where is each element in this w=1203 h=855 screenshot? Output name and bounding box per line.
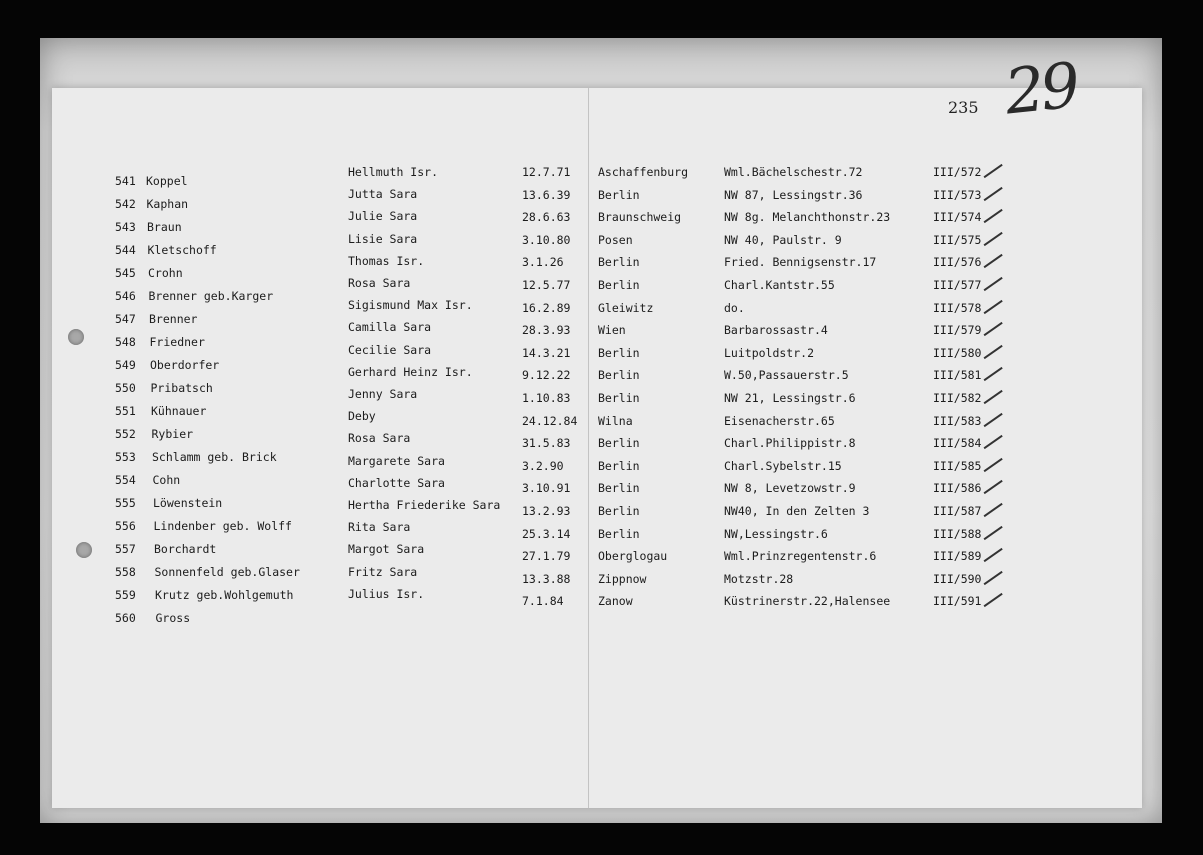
surname: Crohn [148, 266, 183, 280]
surname: Koppel [146, 174, 188, 188]
address: NW40, In den Zelten 3 [724, 504, 870, 518]
birth-date: 24.12.84 [522, 413, 578, 428]
check-mark-icon [980, 187, 1000, 201]
address: Barbarossastr.4 [724, 323, 828, 338]
given-names: Hellmuth Isr. [348, 165, 439, 179]
address: Eisenacherstr.65 [724, 413, 835, 428]
entry-number: 547 [115, 312, 136, 326]
entry-number: 554 [115, 473, 136, 487]
reference-number: III/589 [933, 549, 982, 564]
surname: Kühnauer [151, 404, 207, 418]
reference-number: III/581 [933, 368, 982, 383]
birth-date: 1.10.83 [522, 391, 571, 405]
entry-number: 556 [115, 519, 136, 533]
check-mark-icon [980, 503, 1000, 517]
birth-date: 16.2.89 [522, 300, 571, 315]
birthplace: Oberglogau [598, 549, 668, 564]
birth-date: 9.12.22 [522, 368, 571, 383]
surname: Braun [147, 220, 182, 234]
address: Wml.Prinzregentenstr.6 [724, 549, 877, 564]
birth-date: 25.3.14 [522, 526, 571, 541]
check-mark-icon [980, 277, 1000, 291]
surname: Kletschoff [147, 243, 217, 257]
birth-date: 13.3.88 [522, 571, 571, 586]
birth-date: 13.2.93 [522, 504, 571, 518]
address: Küstrinerstr.22,Halensee [724, 594, 891, 609]
reference-number: III/577 [933, 278, 982, 292]
given-names: Cecilie Sara [348, 342, 432, 357]
address: NW 87, Lessingstr.36 [724, 187, 863, 202]
check-mark-icon [980, 209, 1000, 223]
given-names: Rita Sara [348, 520, 411, 535]
address: do. [724, 300, 745, 315]
birth-date: 7.1.84 [522, 594, 564, 609]
given-names: Margarete Sara [348, 453, 445, 468]
reference-number: III/591 [933, 594, 982, 609]
entry-number: 546 [115, 289, 136, 303]
entry-number: 559 [115, 588, 136, 602]
entry-number: 553 [115, 450, 136, 464]
address: NW,Lessingstr.6 [724, 526, 828, 541]
entry-number: 558 [115, 565, 136, 579]
birth-date: 28.6.63 [522, 210, 571, 225]
given-names: Fritz Sara [348, 564, 418, 579]
given-names: Sigismund Max Isr. [348, 298, 473, 313]
check-mark-icon [980, 413, 1000, 427]
birth-date: 31.5.83 [522, 436, 571, 451]
reference-number: III/573 [933, 187, 982, 202]
birthplace: Zippnow [598, 571, 647, 586]
given-names: Hertha Friederike Sara [348, 498, 501, 512]
surname: Brenner geb.Karger [148, 289, 274, 303]
birthplace: Wien [598, 323, 626, 338]
surname: Pribatsch [150, 381, 213, 395]
birthplace: Berlin [598, 458, 640, 473]
check-mark-icon [980, 548, 1000, 562]
surname: Cohn [152, 473, 181, 487]
entry-number: 541 [115, 174, 136, 188]
check-mark-icon [980, 300, 1000, 314]
given-names: Camilla Sara [348, 320, 432, 335]
birthplace: Berlin [598, 481, 640, 496]
surname: Borchardt [154, 542, 217, 556]
reference-number: III/582 [933, 391, 982, 405]
check-mark-icon [980, 435, 1000, 449]
birthplace: Berlin [598, 526, 640, 541]
address: Charl.Kantstr.55 [724, 278, 835, 292]
given-names: Jenny Sara [348, 387, 418, 401]
given-names: Rosa Sara [348, 431, 411, 446]
birthplace: Posen [598, 232, 633, 247]
given-names: Lisie Sara [348, 231, 418, 246]
handwritten-number: 29 [1001, 48, 1080, 129]
check-mark-icon [980, 345, 1000, 359]
surname: Lindenber geb. Wolff [153, 519, 292, 533]
address: NW 40, Paulstr. 9 [724, 232, 842, 247]
reference-number: III/583 [933, 413, 982, 428]
check-mark-icon [980, 526, 1000, 540]
reference-number: III/587 [933, 504, 982, 518]
address: Luitpoldstr.2 [724, 345, 815, 360]
reference-number: III/572 [933, 165, 982, 179]
birthplace: Berlin [598, 187, 640, 202]
birthplace: Berlin [598, 278, 640, 292]
surname: Oberdorfer [150, 358, 220, 372]
page-number: 235 [948, 98, 979, 117]
address: NW 8, Levetzowstr.9 [724, 481, 856, 496]
birth-date: 3.1.26 [522, 255, 564, 270]
surname: Sonnenfeld geb.Glaser [154, 565, 300, 579]
birthplace: Berlin [598, 391, 640, 405]
entry-number: 555 [115, 496, 136, 510]
surname: Krutz geb.Wohlgemuth [155, 588, 294, 602]
given-names: Julie Sara [348, 209, 418, 224]
birthplace: Zanow [598, 594, 633, 609]
entry-number: 545 [115, 266, 136, 280]
birth-date: 3.10.91 [522, 481, 571, 496]
reference-number: III/576 [933, 255, 982, 270]
given-names: Deby [348, 409, 376, 424]
entry-number: 544 [115, 243, 136, 257]
birth-date: 3.2.90 [522, 458, 564, 473]
address: Charl.Sybelstr.15 [724, 458, 842, 473]
reference-number: III/586 [933, 481, 982, 496]
surname: Löwenstein [153, 496, 223, 510]
given-names: Jutta Sara [348, 187, 418, 202]
birth-date: 14.3.21 [522, 345, 571, 360]
reference-number: III/585 [933, 458, 982, 473]
reference-number: III/588 [933, 526, 982, 541]
check-mark-icon [980, 390, 1000, 404]
birth-date: 28.3.93 [522, 323, 571, 338]
check-mark-icon [980, 367, 1000, 381]
birth-date: 13.6.39 [522, 187, 571, 202]
entry-number: 543 [115, 220, 136, 234]
surname: Gross [155, 611, 191, 625]
surname: Brenner [149, 312, 198, 326]
check-mark-icon [980, 480, 1000, 494]
birthplace: Berlin [598, 504, 640, 518]
check-mark-icon [980, 571, 1000, 585]
given-names: Gerhard Heinz Isr. [348, 364, 473, 379]
birth-date: 3.10.80 [522, 232, 571, 247]
address: NW 8g. Melanchthonstr.23 [724, 210, 891, 225]
reference-number: III/574 [933, 210, 982, 225]
entry-number: 552 [115, 427, 136, 441]
birthplace: Berlin [598, 255, 640, 270]
check-mark-icon [980, 164, 1000, 178]
surname: Kaphan [146, 197, 189, 211]
reference-number: III/580 [933, 345, 982, 360]
check-mark-icon [980, 254, 1000, 268]
surname: Rybier [151, 427, 194, 441]
check-mark-icon [980, 322, 1000, 336]
reference-number: III/590 [933, 571, 982, 586]
address: Charl.Philippistr.8 [724, 436, 856, 451]
entry-number: 550 [115, 381, 136, 395]
birth-date: 12.7.71 [522, 165, 571, 179]
birthplace: Braunschweig [598, 210, 682, 225]
birthplace: Berlin [598, 345, 640, 360]
given-names: Thomas Isr. [348, 253, 425, 268]
reference-number: III/584 [933, 436, 982, 451]
address: Wml.Bächelschestr.72 [724, 165, 863, 179]
birthplace: Gleiwitz [598, 300, 654, 315]
check-mark-icon [980, 458, 1000, 472]
birth-date: 27.1.79 [522, 549, 571, 564]
punch-hole [76, 542, 92, 558]
address: Fried. Bennigsenstr.17 [724, 255, 877, 270]
given-names: Charlotte Sara [348, 475, 445, 490]
punch-hole [68, 329, 84, 345]
reference-number: III/578 [933, 300, 982, 315]
reference-number: III/575 [933, 232, 982, 247]
reference-number: III/579 [933, 323, 982, 338]
birthplace: Wilna [598, 413, 633, 428]
check-mark-icon [980, 593, 1000, 607]
birth-date: 12.5.77 [522, 278, 571, 292]
given-names: Rosa Sara [348, 276, 411, 290]
address: Motzstr.28 [724, 571, 794, 586]
address: W.50,Passauerstr.5 [724, 368, 849, 383]
given-names: Margot Sara [348, 542, 425, 557]
birthplace: Aschaffenburg [598, 165, 689, 179]
birthplace: Berlin [598, 436, 640, 451]
entry-number: 549 [115, 358, 136, 372]
entry-number: 557 [115, 542, 136, 556]
entry-number: 548 [115, 335, 136, 349]
entry-number: 560 [115, 611, 136, 625]
surname: Schlamm geb. Brick [152, 450, 277, 464]
check-mark-icon [980, 232, 1000, 246]
entry-number: 551 [115, 404, 136, 418]
birthplace: Berlin [598, 368, 640, 383]
entry-number: 542 [115, 197, 136, 211]
surname: Friedner [149, 335, 205, 349]
given-names: Julius Isr. [348, 586, 425, 601]
address: NW 21, Lessingstr.6 [724, 391, 856, 405]
